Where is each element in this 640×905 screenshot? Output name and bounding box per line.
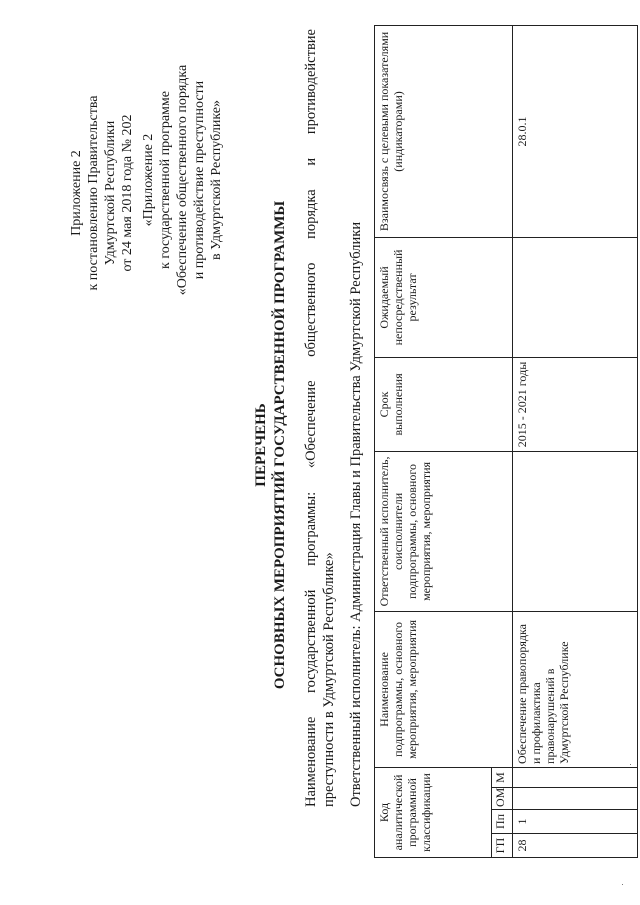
appendix-header xyxy=(68,73,136,313)
subheader-m: М xyxy=(492,767,513,787)
appendix-inner-line: и противодействие преступности xyxy=(192,80,207,280)
subheader-om: ОМ xyxy=(492,788,513,810)
appendix-inner-line: «Обеспечение общественного порядка xyxy=(175,64,190,296)
header-link: Взаимосвязь с целевыми показателями (индикаторами) xyxy=(375,25,513,237)
scan-artifact xyxy=(622,884,623,885)
table-header-row xyxy=(375,25,492,857)
header-term: Срок выполнения xyxy=(375,357,513,451)
appendix-inner-line: к государственной программе xyxy=(158,91,173,269)
cell-responsible xyxy=(513,451,638,611)
title-line-1: ПЕРЕЧЕНЬ xyxy=(253,403,269,487)
header-code: Код аналитической программной классификации xyxy=(375,767,492,857)
appendix-inner-line: в Удмуртской Республике» xyxy=(209,99,224,261)
document-title xyxy=(252,135,290,755)
cell-link: 28.0.1 xyxy=(513,25,638,237)
cell-result xyxy=(513,237,638,357)
title-line-2: ОСНОВНЫХ МЕРОПРИЯТИЙ ГОСУДАРСТВЕННОЙ ПРОГРАММЫ xyxy=(272,200,288,690)
responsible-executor: Ответственный исполнитель: Администрация Главы и Правительства Удмуртской Республики xyxy=(348,221,364,807)
appendix-header-line: от 24 мая 2018 года № 202 xyxy=(120,114,135,272)
appendix-inner-line: «Приложение 2 xyxy=(141,133,156,227)
program-name xyxy=(302,29,338,807)
scan-artifact xyxy=(630,764,631,765)
cell-name: Обеспечение правопорядка и профилактика правонарушений в Удмуртской Республике xyxy=(513,611,638,767)
program-name-line-2: преступности в Удмуртской Республике» xyxy=(321,552,337,807)
appendix-header-line: Удмуртской Республики xyxy=(103,120,118,266)
cell-term: 2015 - 2021 годы xyxy=(513,357,638,451)
measures-table xyxy=(374,25,638,858)
header-name: Наименование подпрограммы, основного мероприятия, мероприятия xyxy=(375,611,513,767)
appendix-header-line: к постановлению Правительства xyxy=(86,95,101,291)
program-name-line-1: Наименование государственной программы: «Обеспечение общественного порядка и противодействие xyxy=(303,29,319,807)
cell-m xyxy=(513,767,638,787)
subheader-pp: Пп xyxy=(492,810,513,834)
header-responsible: Ответственный исполнитель, соисполнители подпрограммы, основного мероприятия, мероприятия xyxy=(375,451,513,611)
table-row xyxy=(513,25,638,857)
subheader-gp: ГП xyxy=(492,834,513,858)
appendix-header-line: Приложение 2 xyxy=(69,150,84,236)
cell-gp: 28 xyxy=(513,834,638,858)
header-result: Ожидаемый непосредственный результат xyxy=(375,237,513,357)
appendix-inner-header xyxy=(140,30,225,330)
cell-pp: 1 xyxy=(513,810,638,834)
cell-om xyxy=(513,788,638,810)
